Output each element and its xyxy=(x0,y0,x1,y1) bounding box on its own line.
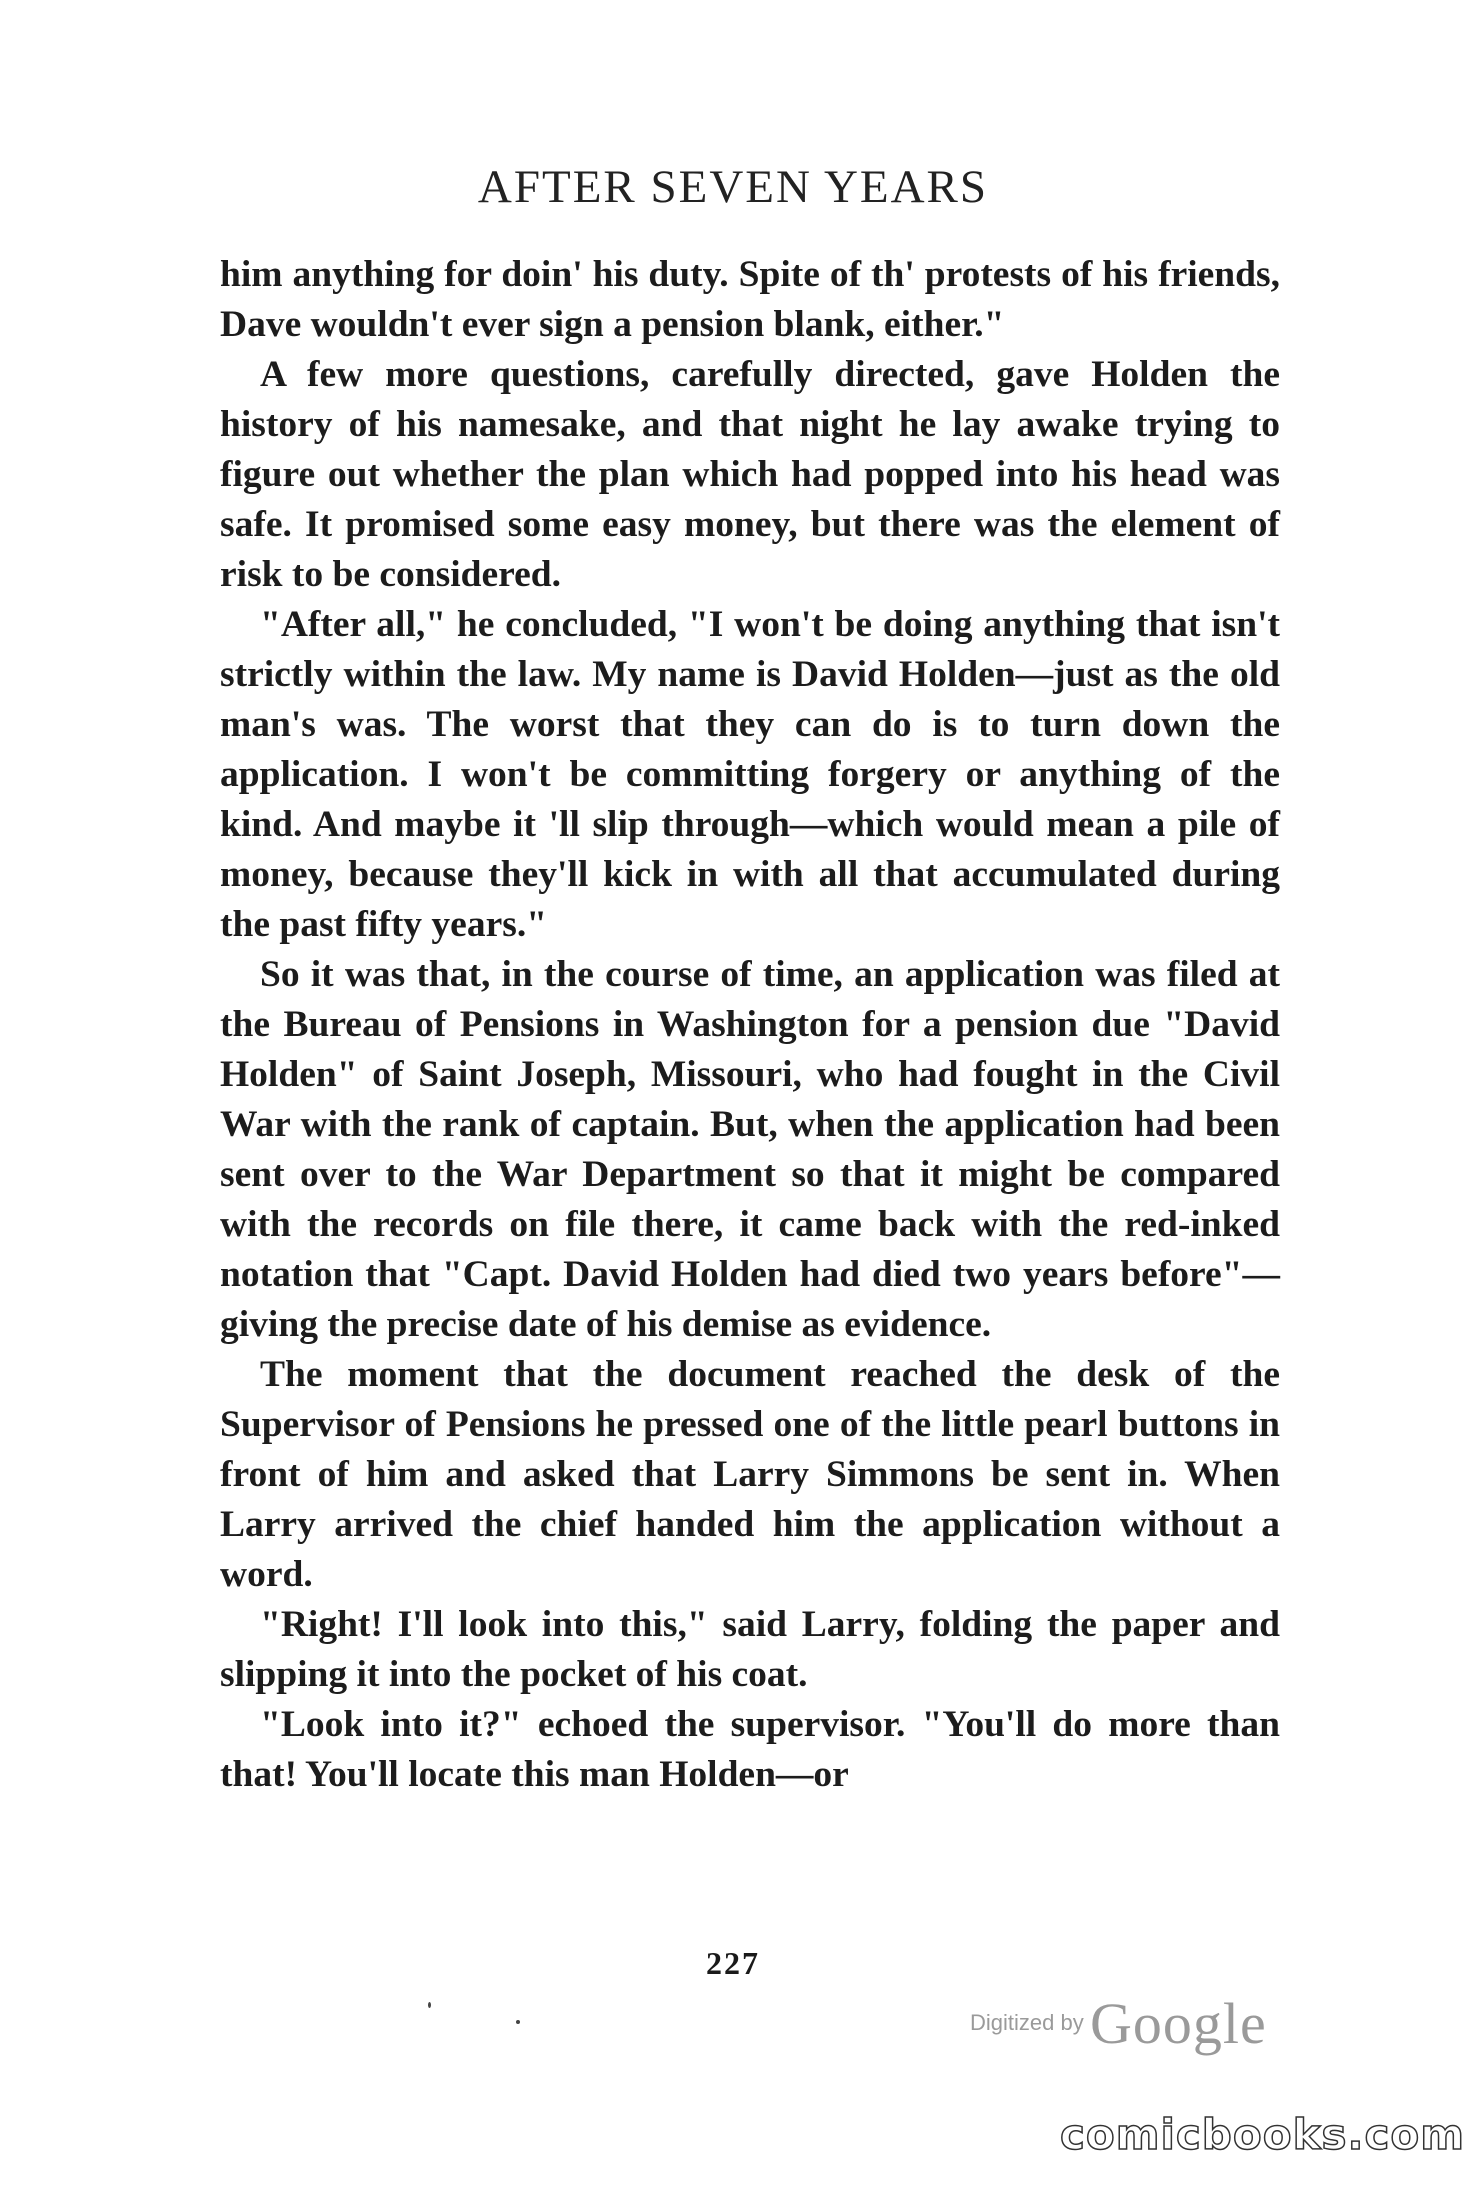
paragraph-3: "After all," he concluded, "I won't be doing anything that isn't strictly within the law. My name is David Holden—just as the old man's was. The worst that they can do is to turn down the application. I won't be committing forgery or anything of the kind. And maybe it 'll slip through—which would mean a pile of money, because they'll kick in with all that accumulated during the past fifty years." xyxy=(220,604,1280,945)
watermark: comicbooks.com xyxy=(1060,2110,1465,2159)
scan-speck xyxy=(516,2020,520,2024)
paragraph-6: "Right! I'll look into this," said Larry, folding the paper and slipping it into the pocket of his coat. xyxy=(220,1604,1280,1695)
running-header: AFTER SEVEN YEARS xyxy=(477,161,989,213)
digitized-by-label: Digitized by xyxy=(970,2010,1084,2035)
body-text xyxy=(220,250,1280,1800)
paragraph-2: A few more questions, carefully directed, gave Holden the history of his namesake, and that night he lay awake trying to figure out whether the plan which had popped into his head was safe. It promised some easy money, but there was the element of risk to be considered. xyxy=(220,354,1280,595)
scan-speck xyxy=(428,2002,431,2008)
paragraph-7: "Look into it?" echoed the supervisor. "You'll do more than that! You'll locate this man Holden—or xyxy=(220,1704,1280,1795)
paragraph-5: The moment that the document reached the desk of the Supervisor of Pensions he pressed one of the little pearl buttons in front of him and asked that Larry Simmons be sent in. When Larry arrived the chief handed him the application without a word. xyxy=(220,1354,1280,1595)
google-logo: Google xyxy=(1090,1991,1267,2056)
paragraph-1: him anything for doin' his duty. Spite of th' protests of his friends, Dave wouldn't ever sign a pension blank, either." xyxy=(220,254,1280,345)
paragraph-4: So it was that, in the course of time, an application was filed at the Bureau of Pensions in Washington for a pension due "David Holden" of Saint Joseph, Missouri, who had fought in the Civil War with the rank of captain. But, when the application had been sent over to the War Department so that it might be compared with the records on file there, it came back with the red-inked notation that "Capt. David Holden had died two years before"—giving the precise date of his demise as evidence. xyxy=(220,954,1280,1345)
page-number: 227 xyxy=(706,1945,760,1981)
